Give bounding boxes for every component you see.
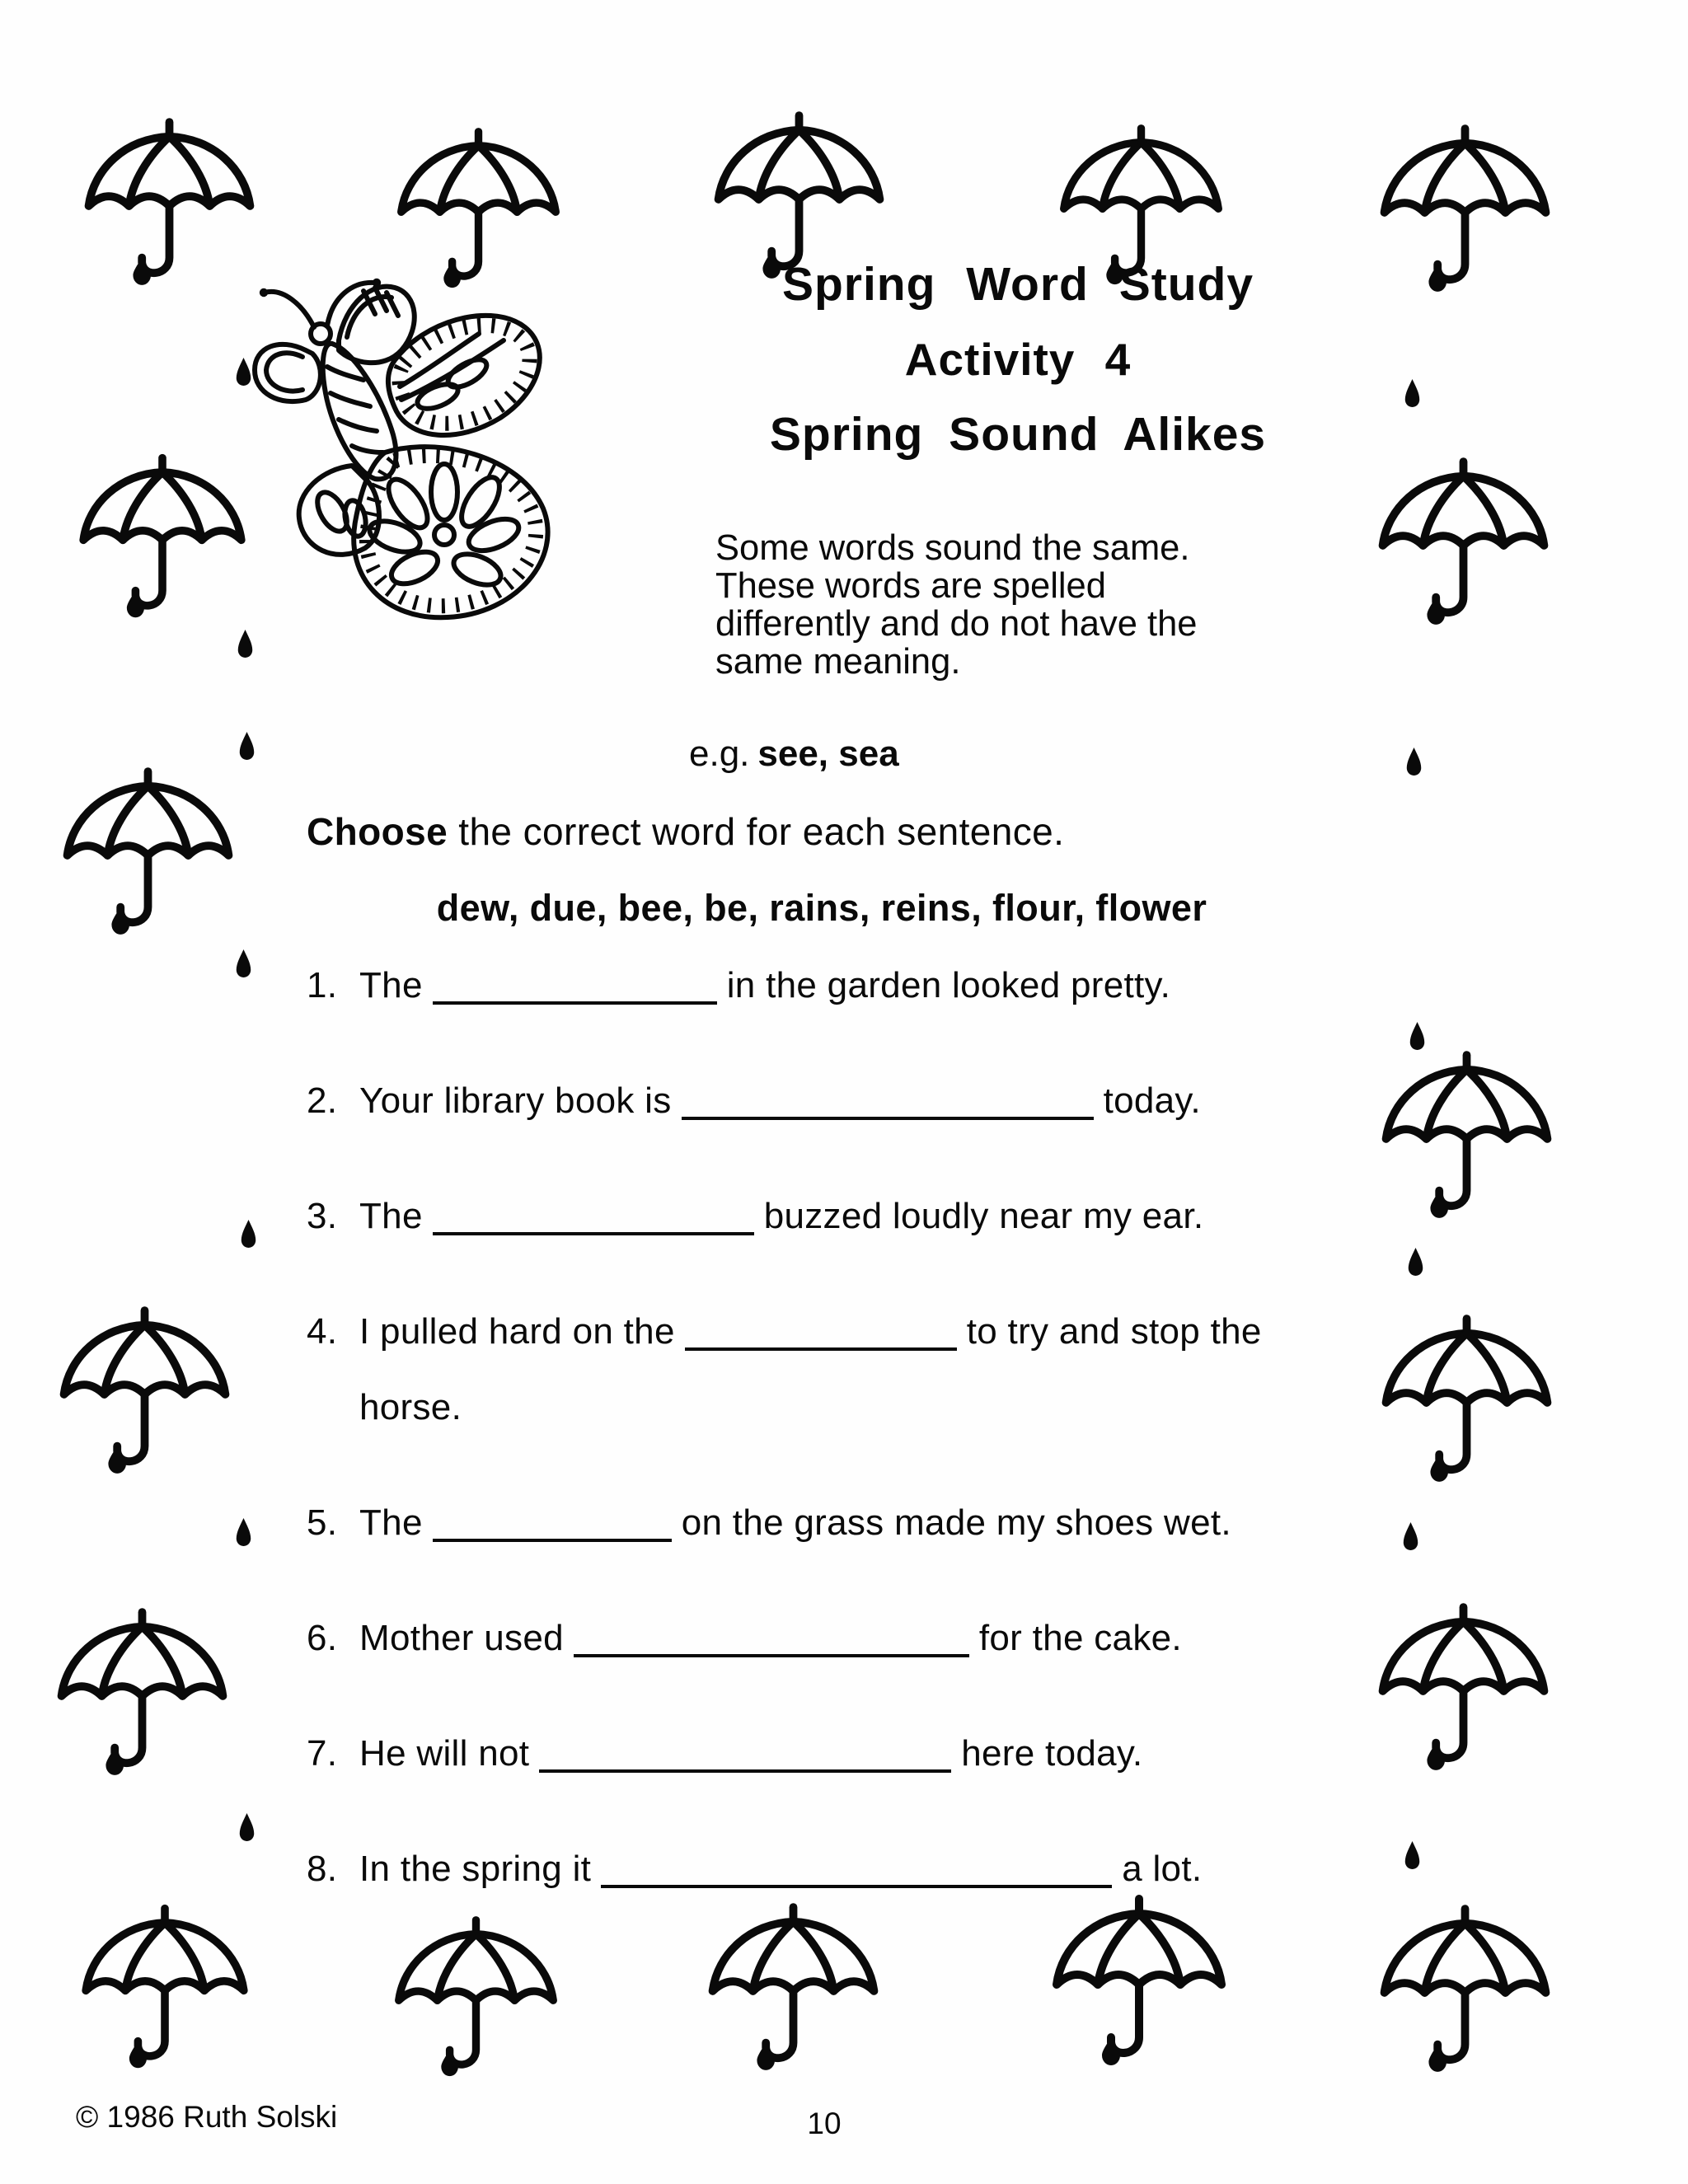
question-row	[307, 948, 1337, 1024]
question-row	[307, 1294, 1337, 1446]
question-text-before: The	[359, 1502, 423, 1543]
question-row	[307, 1485, 1337, 1561]
question-text-after: here today.	[961, 1733, 1143, 1774]
copyright-notice: © 1986 Ruth Solski	[76, 2100, 338, 2134]
answer-blank	[685, 1338, 957, 1351]
question-row	[307, 1601, 1337, 1676]
question-text-before: Mother used	[359, 1618, 564, 1658]
question-number: 3.	[307, 1196, 338, 1236]
raindrop-icon	[1404, 1246, 1427, 1278]
title-block	[626, 257, 1409, 462]
question-text-after: for the cake.	[978, 1618, 1182, 1658]
raindrop-icon	[236, 1811, 258, 1844]
raindrop-icon	[237, 1218, 260, 1250]
question-text-after: on the grass made my shoes wet.	[681, 1502, 1231, 1543]
raindrop-icon	[1401, 1840, 1423, 1872]
question-number: 2.	[307, 1080, 338, 1121]
umbrella-icon	[1370, 1048, 1564, 1223]
question-text-before: I pulled hard on the	[359, 1311, 675, 1352]
intro-line: same meaning.	[715, 642, 961, 682]
answer-blank	[539, 1760, 951, 1773]
raindrop-icon	[232, 948, 255, 980]
question-number: 8.	[307, 1849, 338, 1889]
activity-title: Spring Sound Alikes	[769, 408, 1267, 461]
question-number: 1.	[307, 965, 338, 1005]
intro-line: Some words sound the same.	[715, 528, 1190, 568]
page-title: Spring Word Study	[781, 258, 1254, 311]
example-line	[689, 733, 899, 775]
umbrella-icon	[1367, 1601, 1560, 1775]
answer-blank	[433, 991, 717, 1005]
umbrella-icon	[68, 452, 257, 622]
answer-blank	[574, 1644, 969, 1657]
raindrop-icon	[232, 1516, 255, 1549]
question-text-after: buzzed loudly near my ear.	[763, 1196, 1204, 1236]
question-text-before: The	[359, 965, 423, 1005]
instruction-line	[307, 809, 1064, 854]
umbrella-icon	[51, 765, 245, 940]
question-number: 5.	[307, 1502, 338, 1543]
answer-blank	[682, 1107, 1094, 1120]
answer-blank	[433, 1529, 672, 1542]
activity-number: Activity 4	[904, 334, 1132, 385]
question-text-after: to try and stop the horse.	[359, 1311, 1262, 1427]
umbrella-icon	[1368, 1902, 1562, 2077]
answer-blank	[433, 1222, 754, 1235]
question-text-before: Your library book is	[359, 1080, 672, 1121]
question-text-after: today.	[1103, 1080, 1201, 1121]
umbrella-icon	[70, 1902, 260, 2073]
question-row	[307, 1063, 1337, 1139]
question-row	[307, 1179, 1337, 1254]
answer-blank	[601, 1875, 1112, 1888]
question-text-after: a lot.	[1122, 1849, 1203, 1889]
question-row	[307, 1831, 1337, 1907]
example-words: see, sea	[757, 733, 899, 774]
umbrella-icon	[48, 1304, 241, 1479]
raindrop-icon	[236, 730, 258, 762]
raindrop-icon	[1406, 1020, 1428, 1052]
instruction-keyword: Choose	[307, 810, 448, 853]
umbrella-icon	[73, 115, 266, 290]
butterfly-illustration	[243, 268, 639, 683]
umbrella-icon	[1367, 455, 1560, 630]
umbrella-icon	[1370, 1312, 1564, 1487]
question-list	[307, 948, 1337, 1947]
question-number: 6.	[307, 1618, 338, 1658]
question-text-before: The	[359, 1196, 423, 1236]
question-number: 4.	[307, 1311, 338, 1352]
question-row	[307, 1716, 1337, 1792]
word-bank: dew, due, bee, be, rains, reins, flour, flower	[436, 887, 1207, 929]
question-text-before: In the spring it	[359, 1849, 592, 1889]
intro-line: These words are spelled	[715, 566, 1106, 606]
page-number: 10	[807, 2107, 842, 2140]
example-prefix: e.g.	[689, 733, 750, 774]
umbrella-icon	[45, 1605, 239, 1780]
question-text-before: He will not	[359, 1733, 530, 1774]
question-number: 7.	[307, 1733, 338, 1774]
question-text-after: in the garden looked pretty.	[726, 965, 1171, 1005]
raindrop-icon	[1403, 746, 1425, 778]
intro-line: differently and do not have the	[715, 604, 1198, 644]
intro-paragraph	[715, 529, 1391, 681]
raindrop-icon	[1400, 1521, 1422, 1553]
instruction-text: the correct word for each sentence.	[448, 810, 1065, 853]
